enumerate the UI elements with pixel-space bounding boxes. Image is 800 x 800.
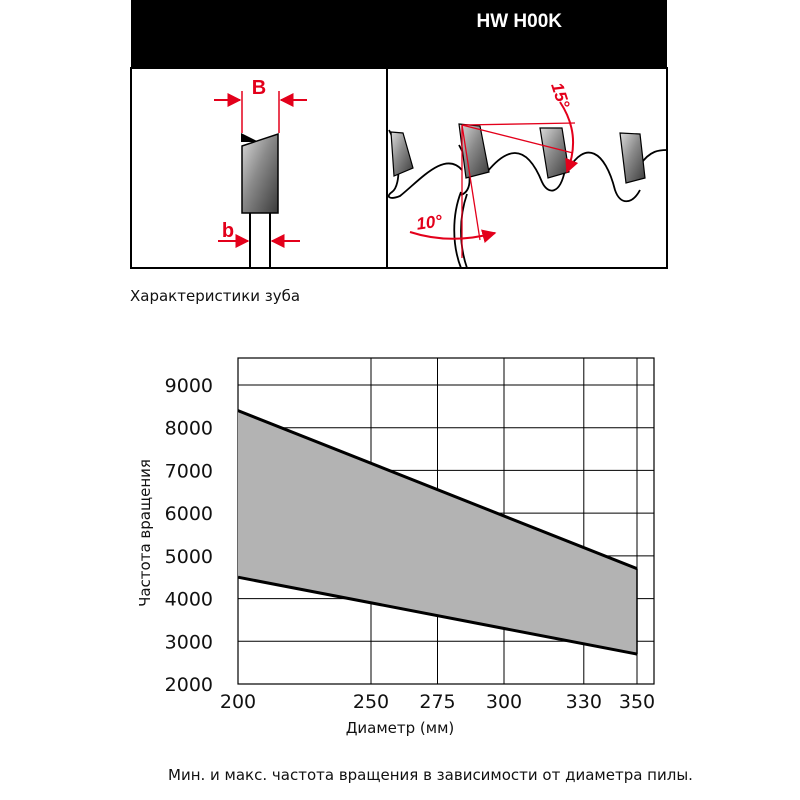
label-B: B <box>251 77 267 99</box>
rpm-chart <box>136 358 655 737</box>
x-tick-label: 330 <box>565 691 602 713</box>
y-tick-label: 6000 <box>164 503 213 526</box>
x-tick-labels <box>220 691 655 713</box>
x-tick-label: 300 <box>485 691 523 713</box>
y-tick-labels <box>165 375 213 696</box>
y-tick-label: 7000 <box>164 460 213 483</box>
header-title: HW H00K <box>476 11 562 32</box>
x-axis-label: Диаметр (мм) <box>345 719 455 737</box>
tooth-caption: Характеристики зуба <box>130 287 301 305</box>
y-tick-label: 2000 <box>164 674 213 696</box>
x-tick-label: 250 <box>352 691 390 713</box>
y-tick-label: 5000 <box>164 545 213 568</box>
y-tick-label: 8000 <box>164 417 213 440</box>
y-tick-label: 4000 <box>164 588 213 611</box>
x-tick-label: 200 <box>219 691 257 713</box>
y-axis-label: Частота вращения <box>136 459 154 607</box>
rake-angle-label: 10° <box>415 211 444 234</box>
x-tick-label: 275 <box>419 691 456 713</box>
chart-caption: Мин. и макс. частота вращения в зависимости от диаметра пилы. <box>168 766 693 784</box>
y-tick-label: 3000 <box>164 631 213 654</box>
tooth-diagram <box>131 0 667 268</box>
clearance-angle-label: 15° <box>547 80 574 111</box>
y-tick-label: 9000 <box>164 375 213 397</box>
label-b: b <box>221 220 235 242</box>
x-tick-label: 350 <box>618 691 656 713</box>
tooth-body <box>242 134 278 213</box>
header-bar <box>131 0 667 68</box>
